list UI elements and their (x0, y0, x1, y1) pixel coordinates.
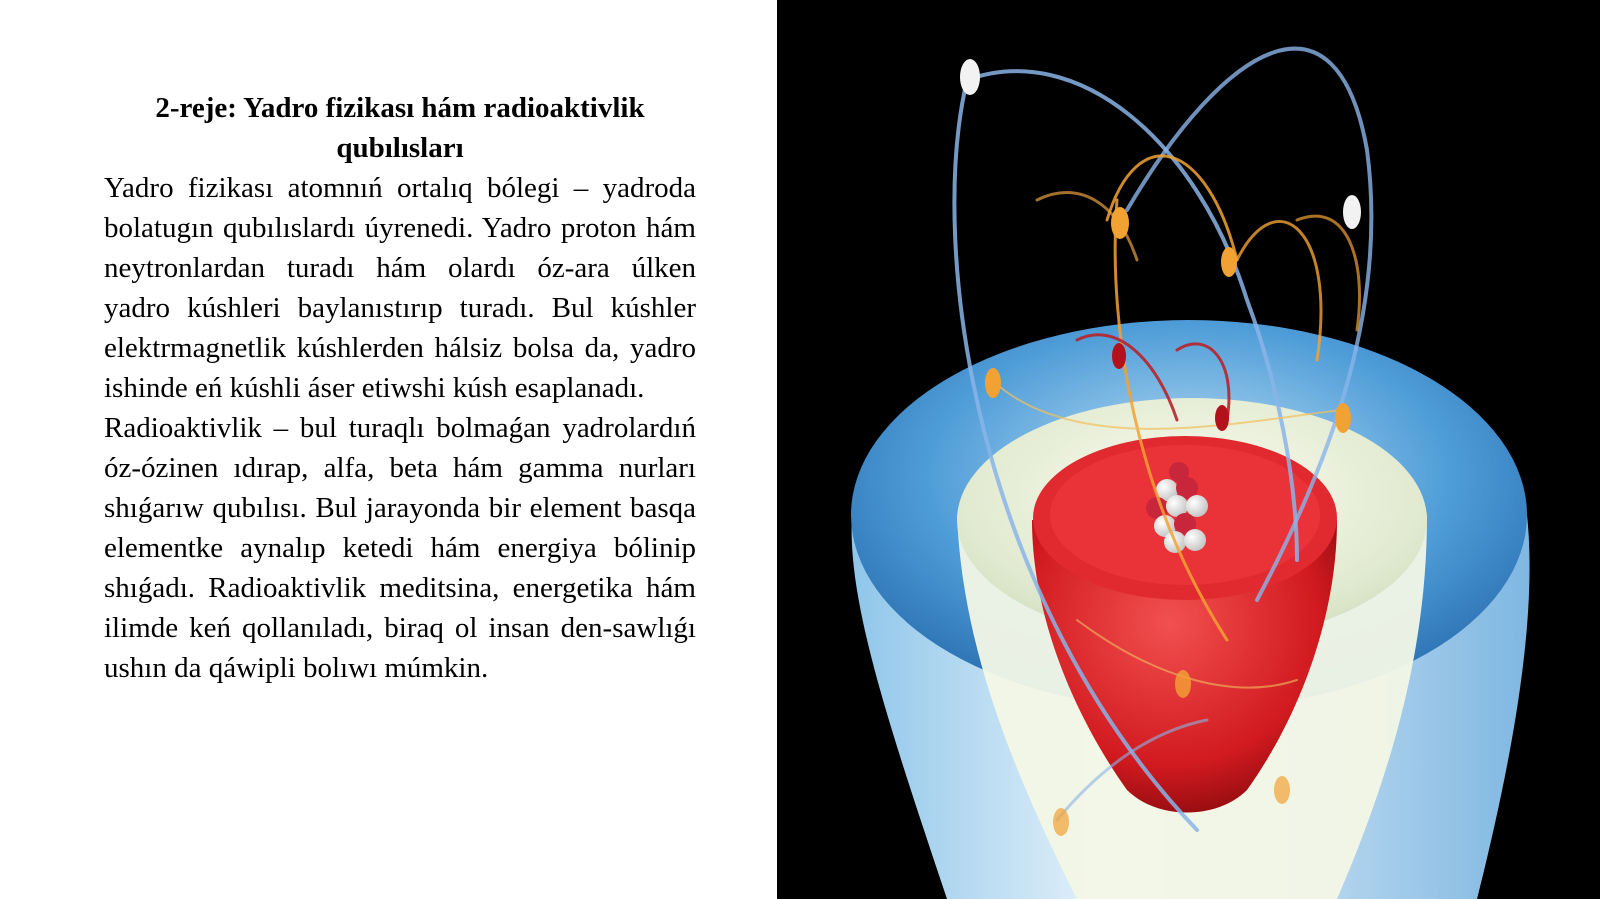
text-column (104, 88, 696, 688)
atom-cutaway-icon (777, 0, 1600, 899)
atom-illustration (777, 0, 1600, 899)
slide-title: 2-reje: Yadro fizikası hám radioaktivlik qubılısları (155, 92, 645, 164)
paragraph-nuclear-physics: Yadro fizikası atomnıń ortalıq bólegi – yadroda bolatugın qubılıslardı úyrenedi. Yadro proton hám neytronlardan turadı hám olardı óz-ara úlken yadro kúshleri baylanıstırıp turadı. Bul kúshler elektrmagnetlik kúshlerden hálsiz bolsa da, yadro ishinde eń kúshli áser etiwshi kúsh esaplanadı. (104, 172, 696, 404)
paragraph-radioactivity: Radioaktivlik – bul turaqlı bolmaǵan yadrolardıń óz-ózinen ıdırap, alfa, beta hám gamma nurları shıǵarıw qubılısı. Bul jarayonda bir element basqa elementke aynalıp ketedi hám energiya bólinip shıǵadı. Radioaktivlik meditsina, energetika hám ilimde keń qollanıladı, biraq ol insan den-sawlıǵı ushın da qáwipli bolıwı múmkin. (104, 412, 696, 684)
